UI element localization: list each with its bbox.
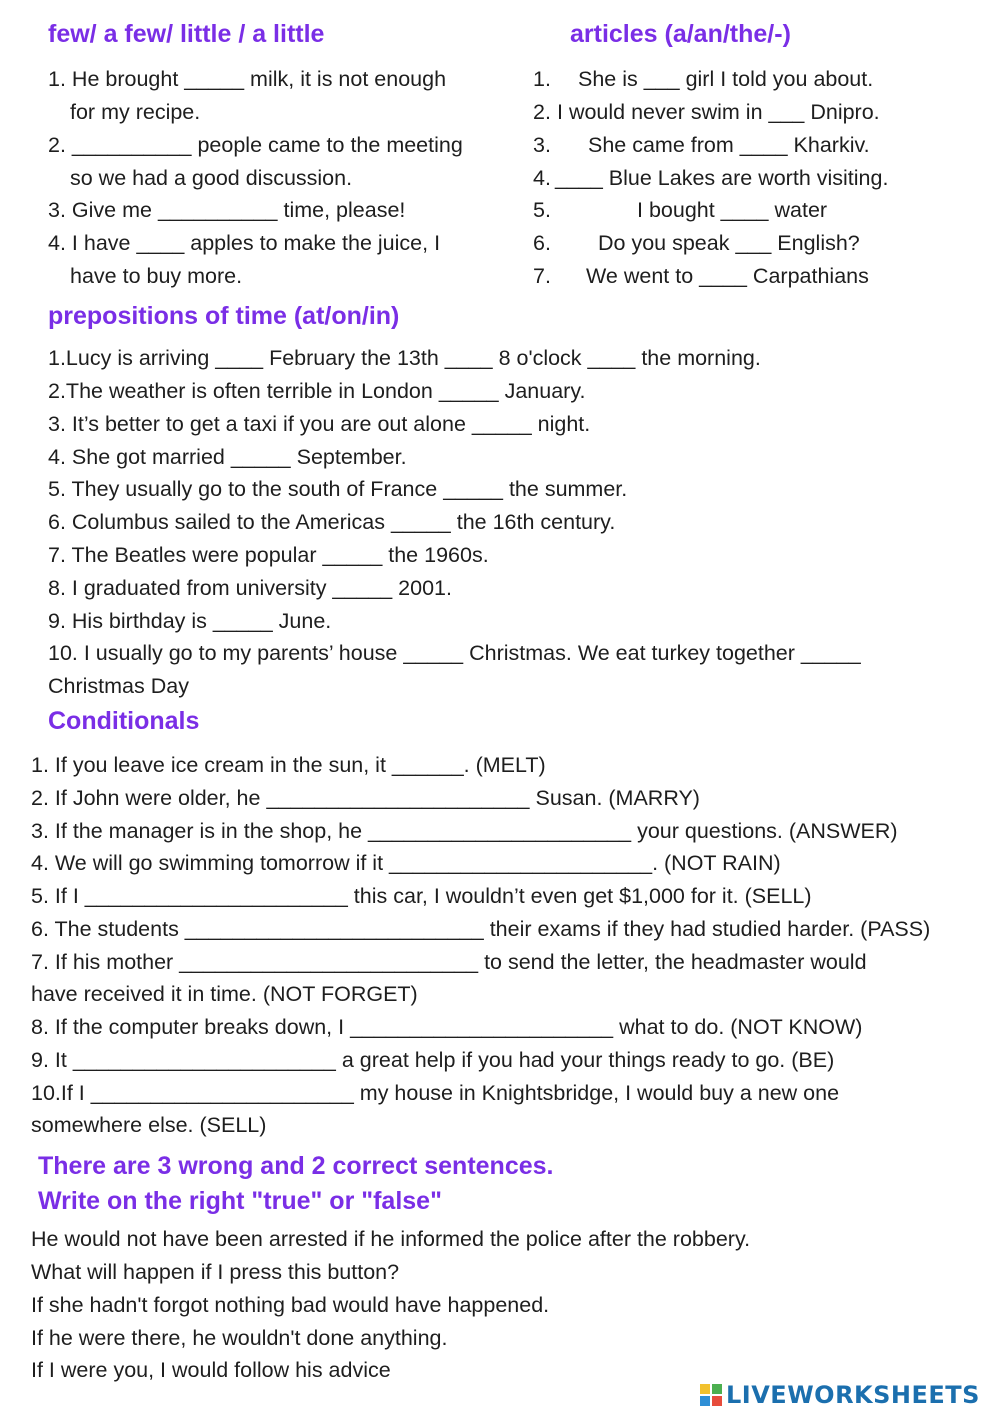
preposition-line-3: 3. It’s better to get a taxi if you are out alone _____ night.: [48, 412, 591, 436]
true-false-title-line-1: There are 3 wrong and 2 correct sentences.: [38, 1152, 554, 1180]
conditional-line-9: 9. It ______________________ a great help if you had your things ready to go. (BE): [31, 1048, 835, 1072]
conditional-line-7-cont: have received it in time. (NOT FORGET): [31, 982, 418, 1006]
item-text: I bought ____ water: [637, 198, 828, 222]
item-text: __________ people came to the meeting: [71, 133, 463, 157]
logo-text: LIVEWORKSHEETS: [726, 1381, 980, 1409]
item-text: He brought _____ milk, it is not enough: [71, 67, 447, 91]
few-item-1-cont: for my recipe.: [70, 100, 201, 124]
true-false-sentence-4: If he were there, he wouldn't done anything.: [31, 1326, 448, 1350]
item-text: ____ Blue Lakes are worth visiting.: [555, 166, 889, 190]
preposition-line-8: 8. I graduated from university _____ 2001.: [48, 576, 452, 600]
true-false-title-line-2: Write on the right "true" or "false": [38, 1187, 442, 1215]
liveworksheets-logo-icon: [700, 1384, 722, 1406]
article-item-6: [533, 227, 860, 260]
preposition-line-10: 10. I usually go to my parents’ house _____ Christmas. We eat turkey together _____: [48, 641, 861, 665]
item-number: 5.: [533, 198, 551, 222]
item-text: I have ____ apples to make the juice, I: [71, 231, 441, 255]
few-item-2: [48, 129, 463, 162]
preposition-line-1: 1.Lucy is arriving ____ February the 13th ____ 8 o'clock ____ the morning.: [48, 346, 761, 370]
article-item-2: [533, 96, 880, 129]
item-number: 6.: [533, 231, 551, 255]
conditional-line-3: 3. If the manager is in the shop, he ______________________ your questions. (ANSWER): [31, 819, 898, 843]
item-text: She is ___ girl I told you about.: [578, 67, 874, 91]
preposition-line-10-cont: Christmas Day: [48, 674, 189, 698]
item-number: 1.: [48, 67, 66, 91]
item-number: 1.: [533, 67, 551, 91]
item-number: 4.: [48, 231, 66, 255]
preposition-line-2: 2.The weather is often terrible in London _____ January.: [48, 379, 586, 403]
conditional-line-1: 1. If you leave ice cream in the sun, it ______. (MELT): [31, 753, 546, 777]
item-number: 3.: [533, 133, 551, 157]
item-text: I would never swim in ___ Dnipro.: [557, 100, 880, 124]
conditional-line-4: 4. We will go swimming tomorrow if it ______________________. (NOT RAIN): [31, 851, 781, 875]
article-item-5: [533, 194, 827, 227]
prepositions-section-title: prepositions of time (at/on/in): [48, 302, 400, 330]
item-text: She came from ____ Kharkiv.: [588, 133, 870, 157]
few-item-4: [48, 227, 440, 260]
article-item-7: [533, 260, 869, 293]
conditional-line-5: 5. If I ______________________ this car, I wouldn’t even get $1,000 for it. (SELL): [31, 884, 812, 908]
preposition-line-9: 9. His birthday is _____ June.: [48, 609, 332, 633]
item-number: 2.: [533, 100, 551, 124]
few-item-4-cont: have to buy more.: [70, 264, 243, 288]
true-false-sentence-1: He would not have been arrested if he informed the police after the robbery.: [31, 1227, 751, 1251]
preposition-line-7: 7. The Beatles were popular _____ the 1960s.: [48, 543, 489, 567]
conditional-line-7: 7. If his mother _________________________ to send the letter, the headmaster would: [31, 950, 867, 974]
conditional-line-10: 10.If I ______________________ my house in Knightsbridge, I would buy a new one: [31, 1081, 840, 1105]
true-false-sentence-5: If I were you, I would follow his advice: [31, 1358, 391, 1382]
item-number: 7.: [533, 264, 551, 288]
preposition-line-4: 4. She got married _____ September.: [48, 445, 407, 469]
item-number: 2.: [48, 133, 66, 157]
few-item-1: [48, 63, 446, 96]
few-item-2-cont: so we had a good discussion.: [70, 166, 353, 190]
item-text: Do you speak ___ English?: [598, 231, 860, 255]
articles-section-title: articles (a/an/the/-): [570, 20, 791, 48]
item-text: Give me __________ time, please!: [71, 198, 406, 222]
true-false-sentence-3: If she hadn't forgot nothing bad would have happened.: [31, 1293, 550, 1317]
article-item-3: [533, 129, 870, 162]
item-number: 4.: [533, 166, 551, 190]
true-false-sentence-2: What will happen if I press this button?: [31, 1260, 400, 1284]
conditional-line-6: 6. The students _________________________ their exams if they had studied harder. (PASS): [31, 917, 931, 941]
liveworksheets-logo: [700, 1378, 980, 1412]
item-number: 3.: [48, 198, 66, 222]
preposition-line-6: 6. Columbus sailed to the Americas _____ the 16th century.: [48, 510, 616, 534]
conditional-line-8: 8. If the computer breaks down, I ______________________ what to do. (NOT KNOW): [31, 1015, 863, 1039]
conditional-line-2: 2. If John were older, he ______________________ Susan. (MARRY): [31, 786, 700, 810]
conditionals-section-title: Conditionals: [48, 707, 200, 735]
article-item-4: [533, 162, 888, 195]
few-item-3: [48, 194, 405, 227]
preposition-line-5: 5. They usually go to the south of France _____ the summer.: [48, 477, 628, 501]
item-text: We went to ____ Carpathians: [586, 264, 869, 288]
few-section-title: few/ a few/ little / a little: [48, 20, 325, 48]
conditional-line-10-cont: somewhere else. (SELL): [31, 1113, 267, 1137]
article-item-1: [533, 63, 873, 96]
